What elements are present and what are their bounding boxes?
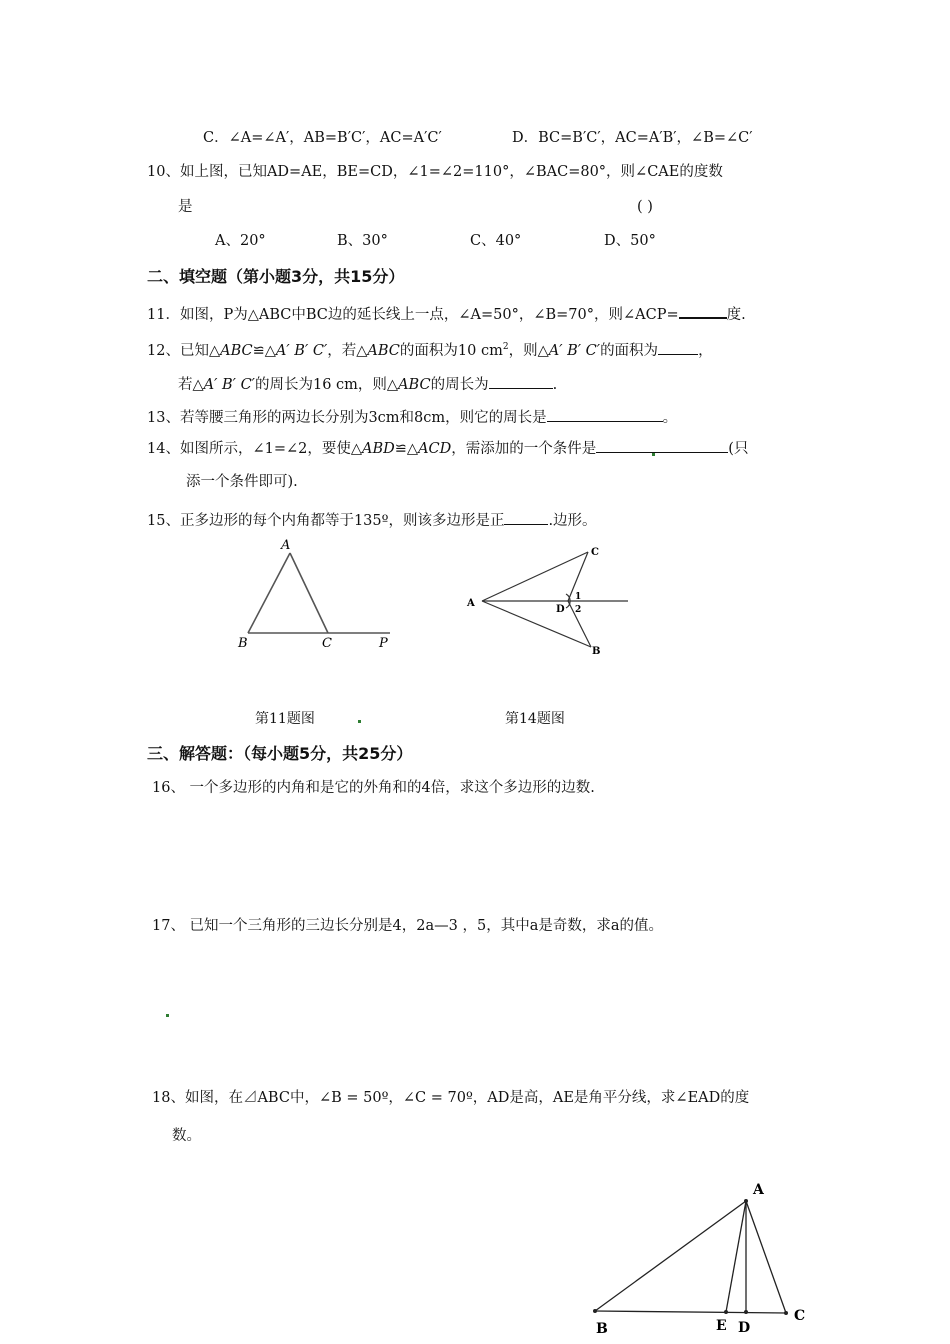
fig11-label-b: B [238,636,248,651]
section-2-title: 二、填空题（第小题3分，共15分） [147,267,405,286]
fig11-label-c: C [322,636,332,651]
fig18-label-a: A [753,1182,764,1198]
question-18: 18、如图，在⊿ABC中，∠B = 50º，∠C = 70º，AD是高，AE是角平分线，求∠EAD的度 [152,1090,750,1106]
q10-option-b: B、30° [337,233,388,249]
q12-triangle-abc: ABC [367,342,400,359]
q12-text: 的周长为 [430,377,489,393]
q10-text: 10、如上图，已知AD=AE，BE=CD，∠1=∠2=110°，∠BAC=80°，则∠CAE的度数 [147,164,723,180]
q12-triangle-abc: ABC [220,342,253,359]
q12-congruent: ≌△ [252,342,276,359]
q12-text: ， [698,342,713,359]
question-17: 17、 已知一个三角形的三边长分别是4，2a—3 ，5，其中a是奇数，求a的值。 [152,918,664,934]
q12-triangle-a1b1c1: A′ B′ C′ [275,342,328,359]
fig11-label-a: A [281,538,291,553]
q12-triangle-a1b1c1: A′ B′ C′ [548,342,601,359]
q15-text: 15、正多边形的每个内角都等于135º，则该多边形是正 [147,513,505,529]
fig14-label-a: A [467,598,475,609]
q11-text: 11．如图，P为△ABC中BC边的延长线上一点，∠A=50°，∠B=70°，则∠ACP= [147,307,679,323]
fig18-point-a [744,1199,748,1203]
fig18-side-bc [595,1311,786,1313]
fig11-caption: 第11题图 [255,711,315,727]
q12-text: 的面积为 [600,342,659,359]
q9-option-c: C．∠A=∠A′，AB=B′C′，AC=A′C′ [203,130,442,146]
q14-text: 14、如图所示，∠1=∠2，要使△ [147,441,362,457]
q11-suffix: 度. [726,307,746,323]
q14-text: (只 [728,441,749,457]
fig18-label-e: E [716,1318,727,1334]
q14-triangle-abd: ABD [362,441,395,457]
q14-congruent: ≌△ [394,441,419,457]
q13-suffix: 。 [662,410,678,426]
fig18-side-ac [746,1201,786,1313]
q9-option-d: D．BC=B′C′，AC=A′B′，∠B=∠C′ [512,130,753,146]
fig14-label-c: C [591,547,599,558]
q12-text: ，若△ [327,342,368,359]
q12-area: 的面积为10 cm [399,342,503,359]
q12-text: 的周长为16 cm，则△ [254,377,399,393]
section-3-title: 三、解答题：（每小题5分，共25分） [147,744,413,763]
fig14-caption: 第14题图 [505,711,565,727]
q12-text: 12、已知△ [147,342,221,359]
fig18-label-b: B [596,1321,608,1337]
q14-text-line-2: 添一个条件即可). [186,474,298,490]
q12-area-exponent: 2 [502,342,509,352]
fig14-label-b: B [592,646,601,657]
fig14-label-angle-1: 1 [575,592,582,602]
fig18-label-c: C [794,1308,806,1324]
q12-text: . [552,377,558,393]
fig14-label-d: D [556,604,565,615]
q14-text: ，需添加的一个条件是 [451,441,597,457]
question-16: 16、 一个多边形的内角和是它的外角和的4倍，求这个多边形的边数. [152,780,595,796]
q12-text: 若△ [178,377,204,393]
q10-answer-paren: ( ) [637,199,653,215]
question-18-line-2: 数。 [172,1128,201,1144]
q12-triangle-abc: ABC [398,377,431,393]
q15-suffix: .边形。 [548,513,597,529]
fig14-label-angle-2: 2 [575,605,582,615]
fig11-label-p: P [379,636,388,651]
fig18-bisector-ae [726,1201,746,1312]
fig18-point-e [724,1310,728,1314]
q12-text: ，则△ [508,342,549,359]
fig18-point-d [744,1310,748,1314]
fig18-point-c [784,1311,788,1315]
fig18-side-ab [595,1201,746,1311]
q10-option-c: C、40° [470,233,522,249]
q10-option-d: D、50° [604,233,656,249]
fig18-label-d: D [738,1320,751,1336]
q10-text-2: 是 [178,199,193,215]
q13-text: 13、若等腰三角形的两边长分别为3cm和8cm，则它的周长是 [147,410,547,426]
q10-option-a: A、20° [215,233,266,249]
q14-triangle-acd: ACD [418,441,452,457]
q12-triangle-a1b1c1: A′ B′ C′ [203,377,255,393]
fig18-point-b [593,1309,597,1313]
